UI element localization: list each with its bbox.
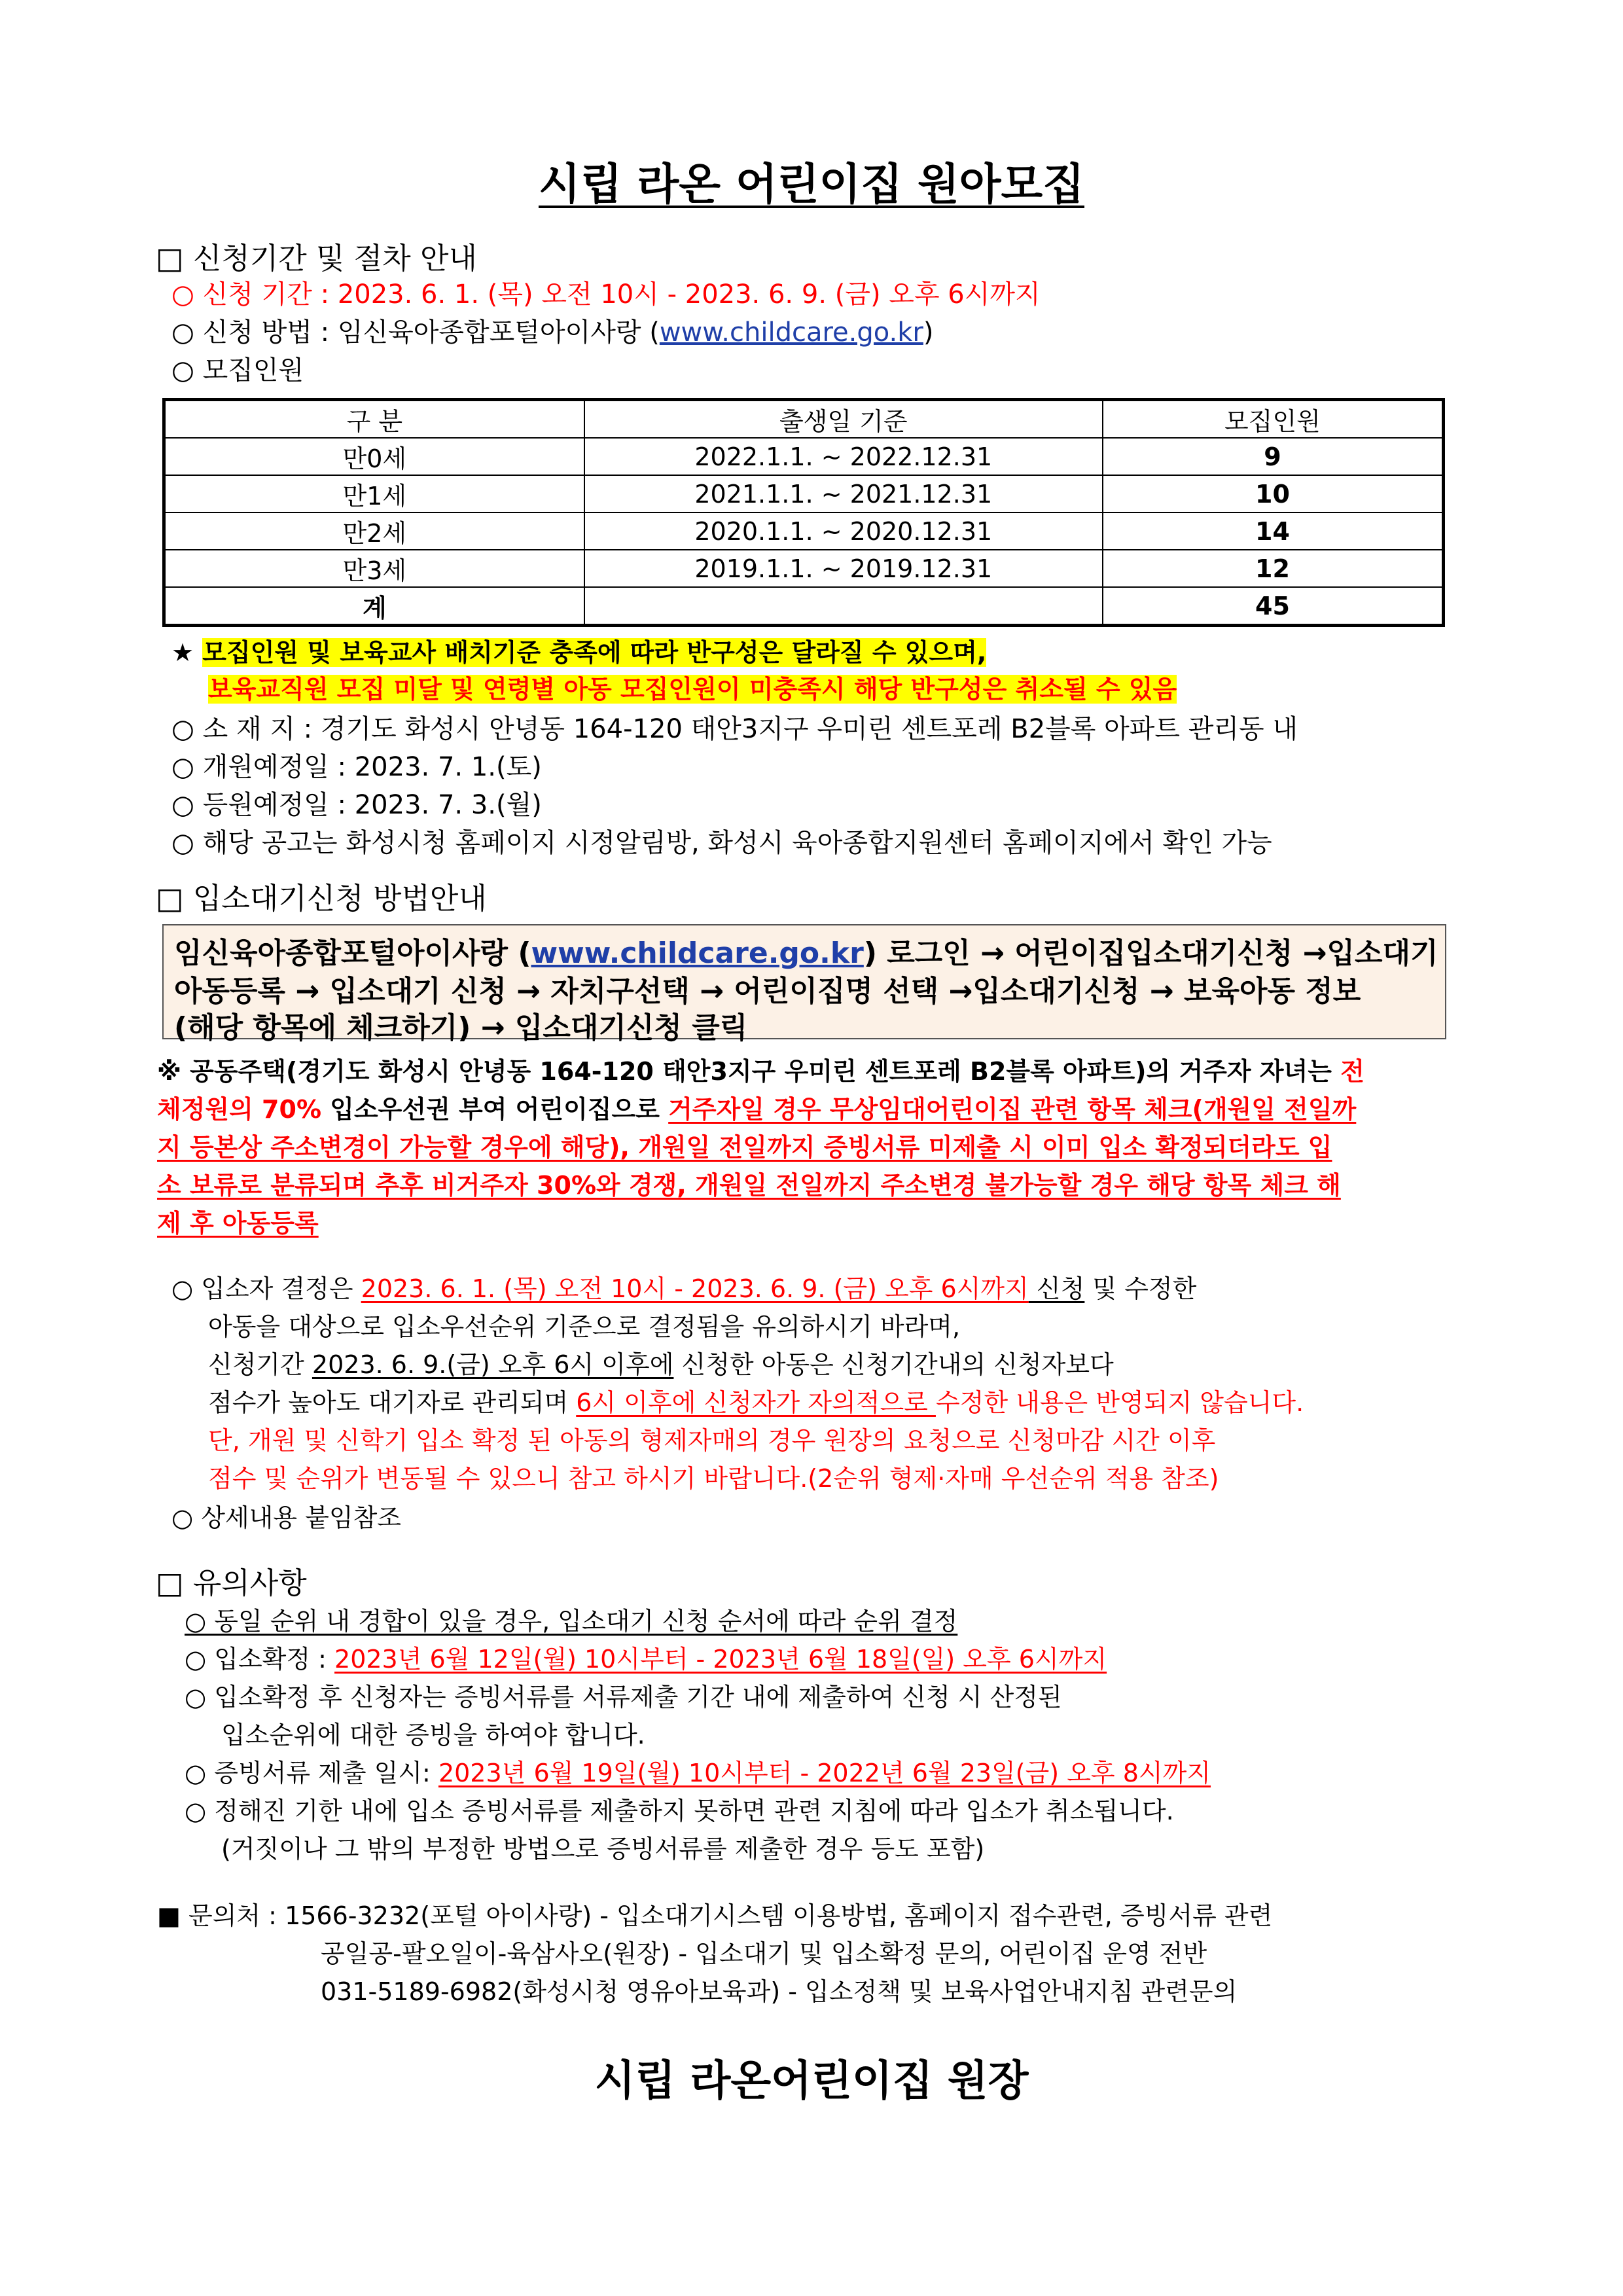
decision-period: 2023. 6. 1. (목) 오전 10시 - 2023. 6. 9. (금) 오후 6시까지 bbox=[361, 1274, 1029, 1303]
decision-deadline: 2023. 6. 9.(금) 오후 6시 이후에 bbox=[312, 1350, 674, 1379]
submission-period: 2023년 6월 19일(월) 10시부터 - 2022년 6월 23일(금) 오후 8시까지 bbox=[438, 1759, 1211, 1787]
recruitment-table bbox=[162, 398, 1445, 627]
decision-line-1 bbox=[171, 1268, 1196, 1304]
decision-text: 신청한 아동은 신청기간내의 신청자보다 bbox=[673, 1350, 1114, 1379]
apartment-note-text: 입소우선권 부여 어린이집으로 bbox=[330, 1095, 669, 1124]
contact-line-1: ■ 문의처 : 1566-3232(포털 아이사랑) - 입소대기시스템 이용방법, 홈페이지 접수관련, 증빙서류 관련 bbox=[157, 1901, 1273, 1930]
table-row bbox=[164, 475, 1444, 512]
apartment-note-red: 전 bbox=[1340, 1057, 1364, 1086]
birth-range-cell: 2021.1.1. ~ 2021.12.31 bbox=[584, 475, 1103, 512]
decision-line-5: 단, 개원 및 신학기 입소 확정 된 아동의 형제자매의 경우 원장의 요청으로 신청마감 시간 이후 bbox=[208, 1426, 1216, 1455]
table-row bbox=[164, 512, 1444, 550]
waitlist-step-line-3: (해당 항목에 체크하기) → 입소대기신청 클릭 bbox=[174, 1011, 748, 1045]
decision-text: 점수가 높아도 대기자로 관리되며 bbox=[208, 1388, 577, 1417]
application-period-label: ○ 신청 기간 : bbox=[171, 279, 338, 310]
waitlist-step-text: 임신육아종합포털아이사랑 ( bbox=[174, 937, 531, 970]
decision-line-3 bbox=[208, 1344, 1114, 1380]
application-period-value: 2023. 6. 1. (목) 오전 10시 - 2023. 6. 9. (금) 오후 6시까지 bbox=[337, 279, 1041, 310]
table-header-row bbox=[164, 400, 1444, 439]
caution-item-3-cont: 입소순위에 대한 증빙을 하여야 합니다. bbox=[221, 1721, 645, 1749]
age-cell: 만3세 bbox=[164, 550, 584, 587]
class-composition-note-1 bbox=[171, 632, 986, 668]
decision-text: 및 수정한 bbox=[1084, 1274, 1197, 1303]
decision-line-6: 점수 및 순위가 변동될 수 있으니 참고 하시기 바랍니다.(2순위 형제·자매 우선순위 적용 참조) bbox=[208, 1464, 1219, 1493]
table-header-cell: 출생일 기준 bbox=[584, 400, 1103, 439]
section-heading-waitlist: □ 입소대기신청 방법안내 bbox=[156, 881, 487, 916]
table-total-row bbox=[164, 587, 1444, 626]
table-header-cell: 모집인원 bbox=[1103, 400, 1444, 439]
count-cell: 9 bbox=[1103, 438, 1444, 475]
contact-line-2: 공일공-팔오일이-육삼사오(원장) - 입소대기 및 입소확정 문의, 어린이집 운영 전반 bbox=[321, 1939, 1207, 1968]
application-method-label: ○ 신청 방법 : 임신육아종합포털아이사랑 ( bbox=[171, 317, 660, 348]
count-cell: 14 bbox=[1103, 512, 1444, 550]
recruit-label: ○ 모집인원 bbox=[171, 355, 304, 386]
waitlist-step-text: ) 로그인 → 어린이집입소대기신청 →입소대기 bbox=[863, 937, 1438, 970]
section-heading-cautions: □ 유의사항 bbox=[156, 1566, 307, 1600]
caution-item-5-cont: (거짓이나 그 밖의 부정한 방법으로 증빙서류를 제출한 경우 등도 포함) bbox=[221, 1835, 985, 1863]
apartment-note-red: 체정원의 70% bbox=[157, 1095, 330, 1124]
count-cell: 12 bbox=[1103, 550, 1444, 587]
footer-signature: 시립 라온어린이집 원장 bbox=[594, 2057, 1029, 2106]
apartment-note-line-3: 지 등본상 주소변경이 가능할 경우에 해당), 개원일 전일까지 증빙서류 미제출 시 이미 입소 확정되더라도 입 bbox=[157, 1133, 1332, 1162]
open-date-line: ○ 개원예정일 : 2023. 7. 1.(토) bbox=[171, 752, 542, 782]
caution-text: ○ 증빙서류 제출 일시: bbox=[185, 1759, 438, 1787]
enter-date-line: ○ 등원예정일 : 2023. 7. 3.(월) bbox=[171, 790, 542, 820]
age-cell: 만0세 bbox=[164, 438, 584, 475]
birth-range-cell: 2022.1.1. ~ 2022.12.31 bbox=[584, 438, 1103, 475]
application-method-close: ) bbox=[923, 317, 934, 348]
decision-text: 신청기간 bbox=[208, 1350, 312, 1379]
decision-line-2: 아동을 대상으로 입소우선순위 기준으로 결정됨을 유의하시기 바라며, bbox=[208, 1312, 961, 1341]
decision-text: ○ 입소자 결정은 bbox=[171, 1274, 361, 1303]
caution-item-5: ○ 정해진 기한 내에 입소 증빙서류를 제출하지 못하면 관련 지침에 따라 입소가 취소됩니다. bbox=[185, 1797, 1174, 1825]
apartment-note-line-5: 제 후 아동등록 bbox=[157, 1209, 319, 1238]
class-composition-text-2: 보육교직원 모집 미달 및 연령별 아동 모집인원이 미충족시 해당 반구성은 취소될 수 있음 bbox=[208, 675, 1177, 704]
class-composition-text-1: 모집인원 및 보육교사 배치기준 충족에 따라 반구성은 달라질 수 있으며, bbox=[202, 638, 987, 667]
detail-reference-line: ○ 상세내용 붙임참조 bbox=[171, 1503, 401, 1532]
waitlist-step-line-1 bbox=[174, 929, 1438, 971]
caution-item-1: ○ 동일 순위 내 경합이 있을 경우, 입소대기 신청 순서에 따라 순위 결정 bbox=[185, 1607, 958, 1636]
caution-item-2 bbox=[185, 1639, 1107, 1675]
decision-red: 수정한 내용은 반영되지 않습니다. bbox=[935, 1388, 1304, 1417]
decision-text: 신청 bbox=[1028, 1274, 1085, 1303]
age-cell: 만2세 bbox=[164, 512, 584, 550]
caution-item-3: ○ 입소확정 후 신청자는 증빙서류를 서류제출 기간 내에 제출하여 신청 시 산정된 bbox=[185, 1683, 1062, 1712]
table-row bbox=[164, 550, 1444, 587]
table-row bbox=[164, 438, 1444, 475]
caution-item-4 bbox=[185, 1753, 1211, 1789]
table-header-cell: 구 분 bbox=[164, 400, 584, 439]
section-heading-application: □ 신청기간 및 절차 안내 bbox=[156, 241, 477, 276]
caution-text: ○ 입소확정 : bbox=[185, 1645, 335, 1674]
page-title: 시립 라온 어린이집 원아모집 bbox=[538, 159, 1084, 209]
location-line: ○ 소 재 지 : 경기도 화성시 안녕동 164-120 태안3지구 우미린 센트포레 B2블록 아파트 관리동 내 bbox=[171, 714, 1298, 744]
birth-range-cell: 2020.1.1. ~ 2020.12.31 bbox=[584, 512, 1103, 550]
apartment-note-line-4: 소 보류로 분류되며 추후 비거주자 30%와 경쟁, 개원일 전일까지 주소변경 불가능할 경우 해당 항목 체크 해 bbox=[157, 1171, 1341, 1200]
total-count-cell: 45 bbox=[1103, 587, 1444, 626]
childcare-link[interactable]: www.childcare.go.kr bbox=[659, 317, 923, 348]
total-label-cell: 계 bbox=[164, 587, 584, 626]
confirmation-period: 2023년 6월 12일(월) 10시부터 - 2023년 6월 18일(일) 오후 6시까지 bbox=[334, 1645, 1107, 1674]
contact-line-3: 031-5189-6982(화성시청 영유아보육과) - 입소정책 및 보육사업안내지침 관련문의 bbox=[321, 1977, 1238, 2006]
application-method bbox=[171, 312, 933, 349]
application-period bbox=[171, 274, 1041, 311]
decision-red-underlined: 6시 이후에 신청자가 자의적으로 bbox=[576, 1388, 936, 1417]
age-cell: 만1세 bbox=[164, 475, 584, 512]
waitlist-step-line-2: 아동등록 → 입소대기 신청 → 자치구선택 → 어린이집명 선택 →입소대기신청 → 보육아동 정보 bbox=[174, 975, 1361, 1008]
birth-range-cell: 2019.1.1. ~ 2019.12.31 bbox=[584, 550, 1103, 587]
star-icon: ★ bbox=[171, 638, 203, 667]
class-composition-note-2 bbox=[208, 669, 1177, 705]
decision-line-4 bbox=[208, 1382, 1304, 1418]
childcare-link-2[interactable]: www.childcare.go.kr bbox=[531, 937, 864, 970]
total-empty-cell bbox=[584, 587, 1103, 626]
notice-line: ○ 해당 공고는 화성시청 홈페이지 시정알림방, 화성시 육아종합지원센터 홈페이지에서 확인 가능 bbox=[171, 828, 1272, 858]
apartment-note-line-2 bbox=[157, 1089, 1356, 1125]
apartment-note-red-underlined: 거주자일 경우 무상임대어린이집 관련 항목 체크(개원일 전일까 bbox=[668, 1095, 1357, 1124]
apartment-note-line-1 bbox=[157, 1051, 1364, 1087]
waitlist-instructions-box bbox=[162, 924, 1446, 1045]
count-cell: 10 bbox=[1103, 475, 1444, 512]
apartment-note-text: ※ 공동주택(경기도 화성시 안녕동 164-120 태안3지구 우미린 센트포레 B2블록 아파트)의 거주자 자녀는 bbox=[157, 1057, 1341, 1086]
